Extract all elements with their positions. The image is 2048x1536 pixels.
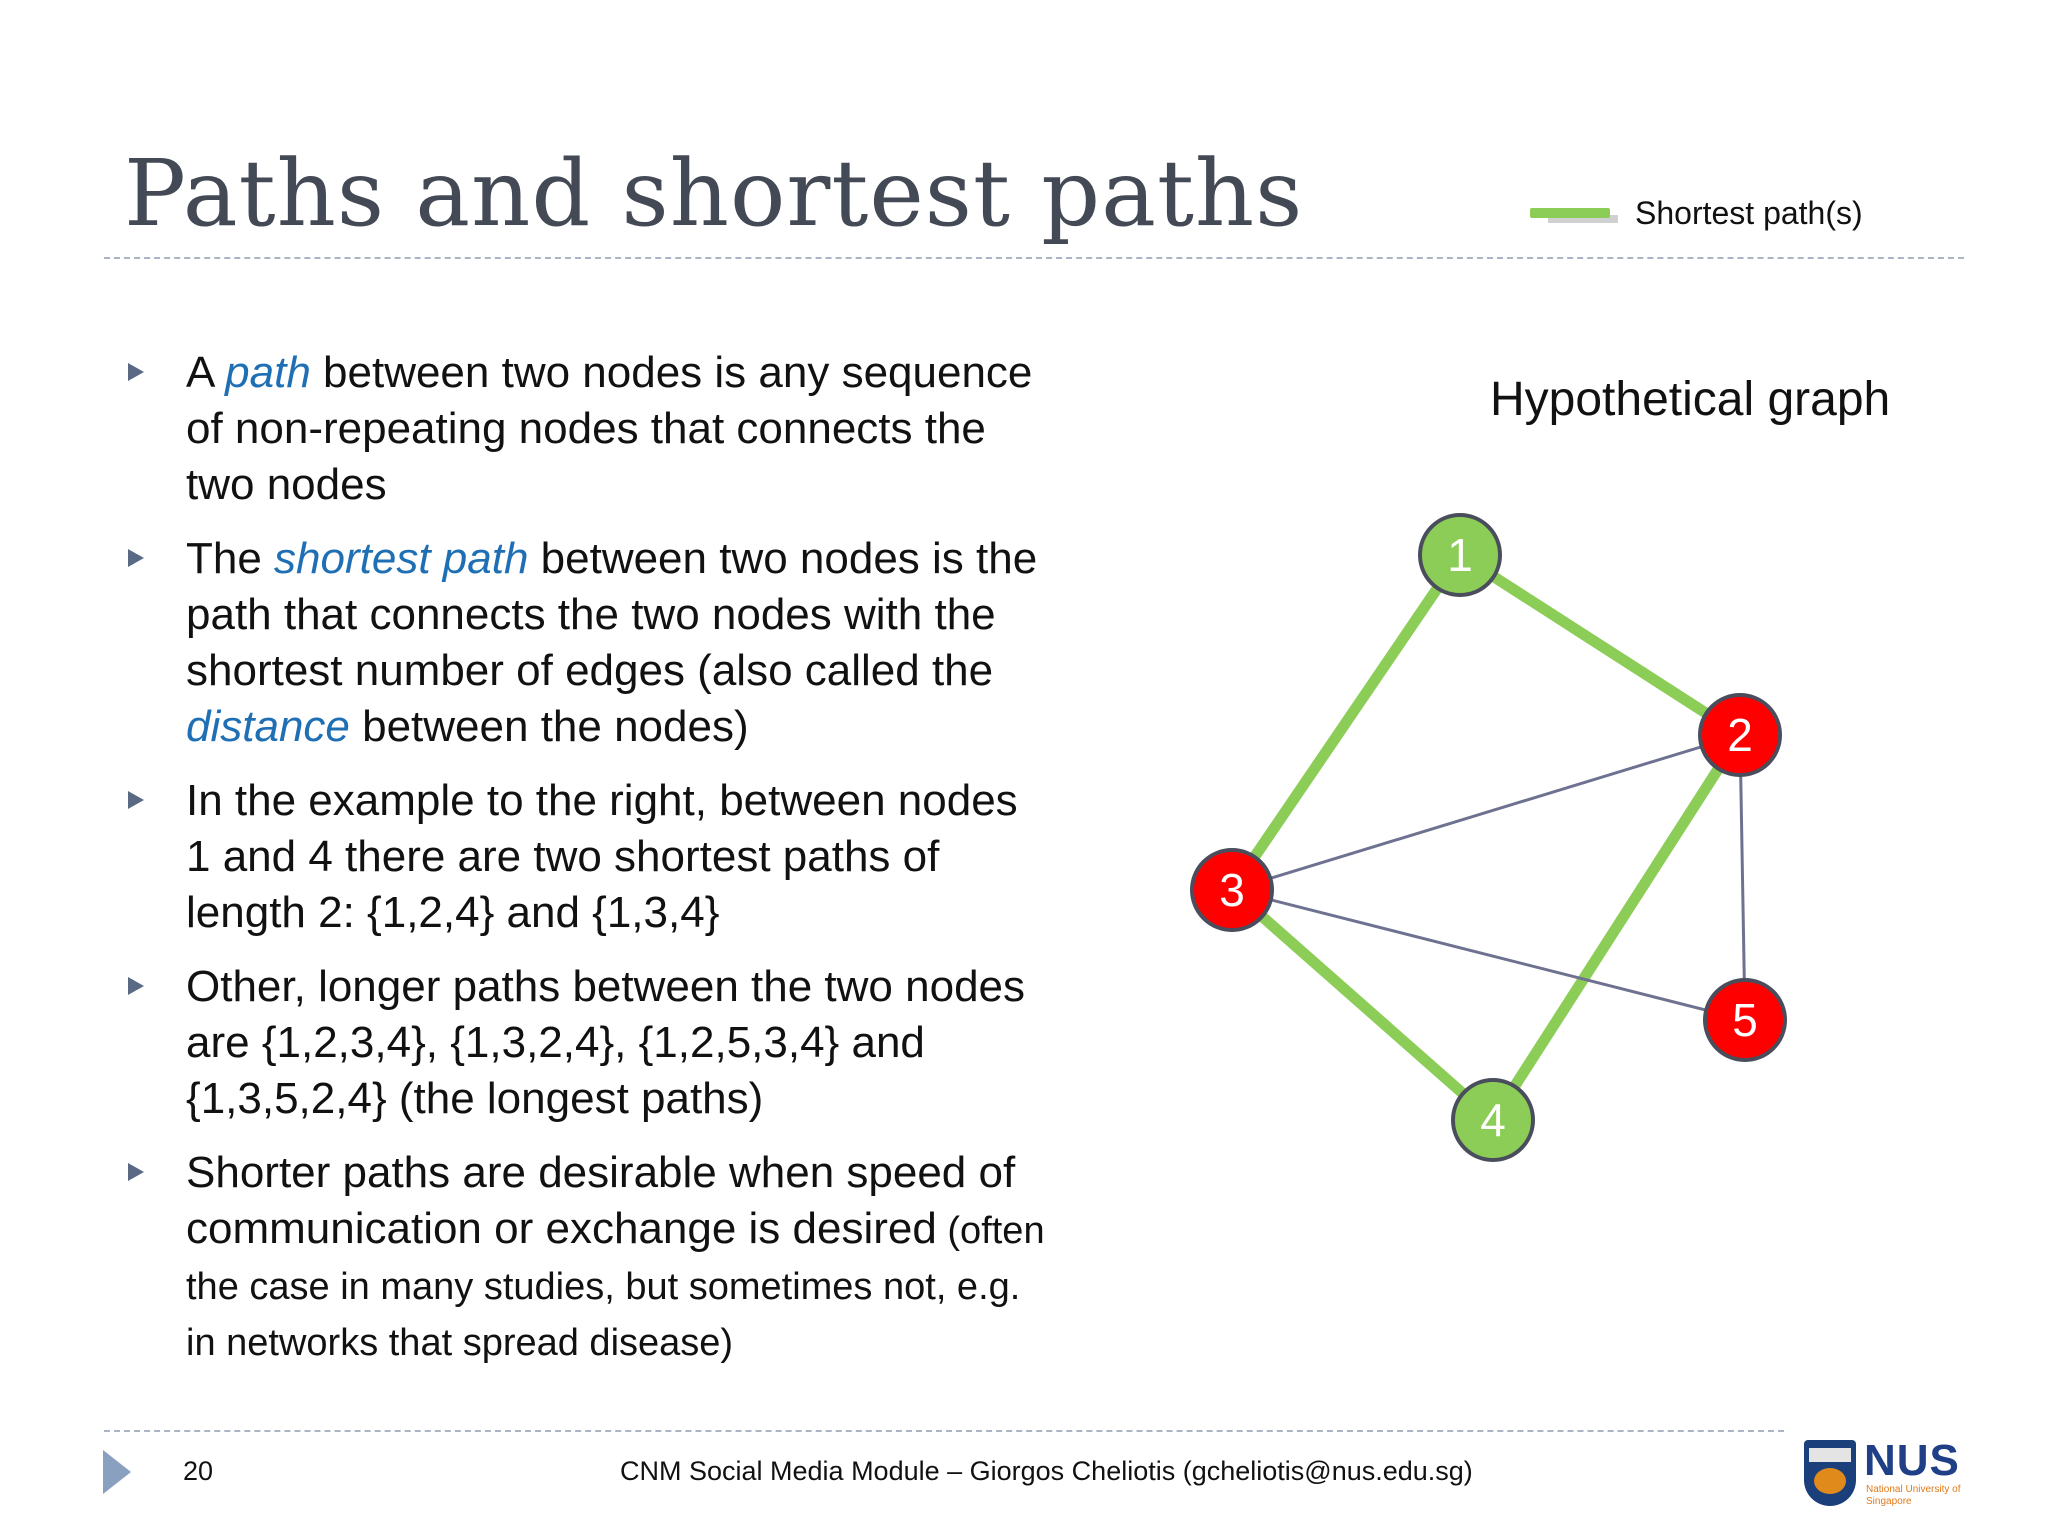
bullet-arrow-icon <box>128 363 144 381</box>
logo-subtitle: National University of Singapore <box>1866 1484 1961 1507</box>
bullet-text: between the nodes) <box>349 702 749 751</box>
bullet-item <box>124 773 1054 941</box>
bullet-text: The <box>186 534 275 583</box>
bullet-list <box>124 345 1054 1387</box>
bottom-divider <box>104 1430 1784 1432</box>
bullet-text: Other, longer paths between the two nodes are {1,2,3,4}, {1,3,2,4}, {1,2,5,3,4} and {1,3,5,2,4} (the longest paths) <box>186 962 1026 1123</box>
bullet-note: (often the case in many studies, but sometimes not, e.g. in networks that spread disease) <box>186 1210 1045 1364</box>
footer-arrow-icon <box>103 1450 131 1494</box>
bullet-text: between two nodes is the path that connects the two nodes with the shortest number of edges (also called the <box>186 534 1038 695</box>
bullet-item <box>124 345 1054 513</box>
bullet-item <box>124 959 1054 1127</box>
graph-title: Hypothetical graph <box>1490 373 1891 426</box>
bullet-item <box>124 531 1054 755</box>
bullet-arrow-icon <box>128 1163 144 1181</box>
edge-2-4-shortest <box>1493 735 1740 1120</box>
node-label-4: 4 <box>1480 1094 1506 1146</box>
footer-credit: CNM Social Media Module – Giorgos Cheliotis (gcheliotis@nus.edu.sg) <box>620 1456 1473 1486</box>
crest-icon <box>1804 1440 1856 1506</box>
node-label-1: 1 <box>1447 529 1473 581</box>
bullet-text: Shorter paths are desirable when speed of communication or exchange is desired <box>186 1148 1016 1253</box>
term-path: path <box>225 348 311 397</box>
nus-logo <box>1804 1436 1974 1510</box>
edge-1-2-shortest <box>1460 555 1740 735</box>
node-label-2: 2 <box>1727 709 1753 761</box>
node-label-5: 5 <box>1732 994 1758 1046</box>
legend-swatch <box>1530 208 1610 218</box>
page-number: 20 <box>183 1456 214 1486</box>
edge-1-3-shortest <box>1232 555 1460 890</box>
bullet-arrow-icon <box>128 549 144 567</box>
edge-2-5 <box>1740 735 1745 1020</box>
network-graph <box>1140 480 1840 1200</box>
top-divider <box>104 257 1964 259</box>
bullet-arrow-icon <box>128 791 144 809</box>
bullet-item <box>124 1145 1054 1369</box>
bullet-text: A <box>186 348 226 397</box>
slide-title: Paths and shortest paths <box>124 140 1304 247</box>
bullet-text: between two nodes is any sequence of non-repeating nodes that connects the two nodes <box>186 348 1033 509</box>
bullet-text: In the example to the right, between nodes 1 and 4 there are two shortest paths of length 2: {1,2,4} and {1,3,4} <box>186 776 1018 937</box>
term-distance: distance <box>186 702 350 751</box>
legend-label: Shortest path(s) <box>1635 195 1863 231</box>
node-label-3: 3 <box>1219 864 1245 916</box>
logo-wordmark: NUS <box>1864 1436 1960 1485</box>
bullet-arrow-icon <box>128 977 144 995</box>
edge-3-2 <box>1232 735 1740 890</box>
term-shortest-path: shortest path <box>274 534 529 583</box>
